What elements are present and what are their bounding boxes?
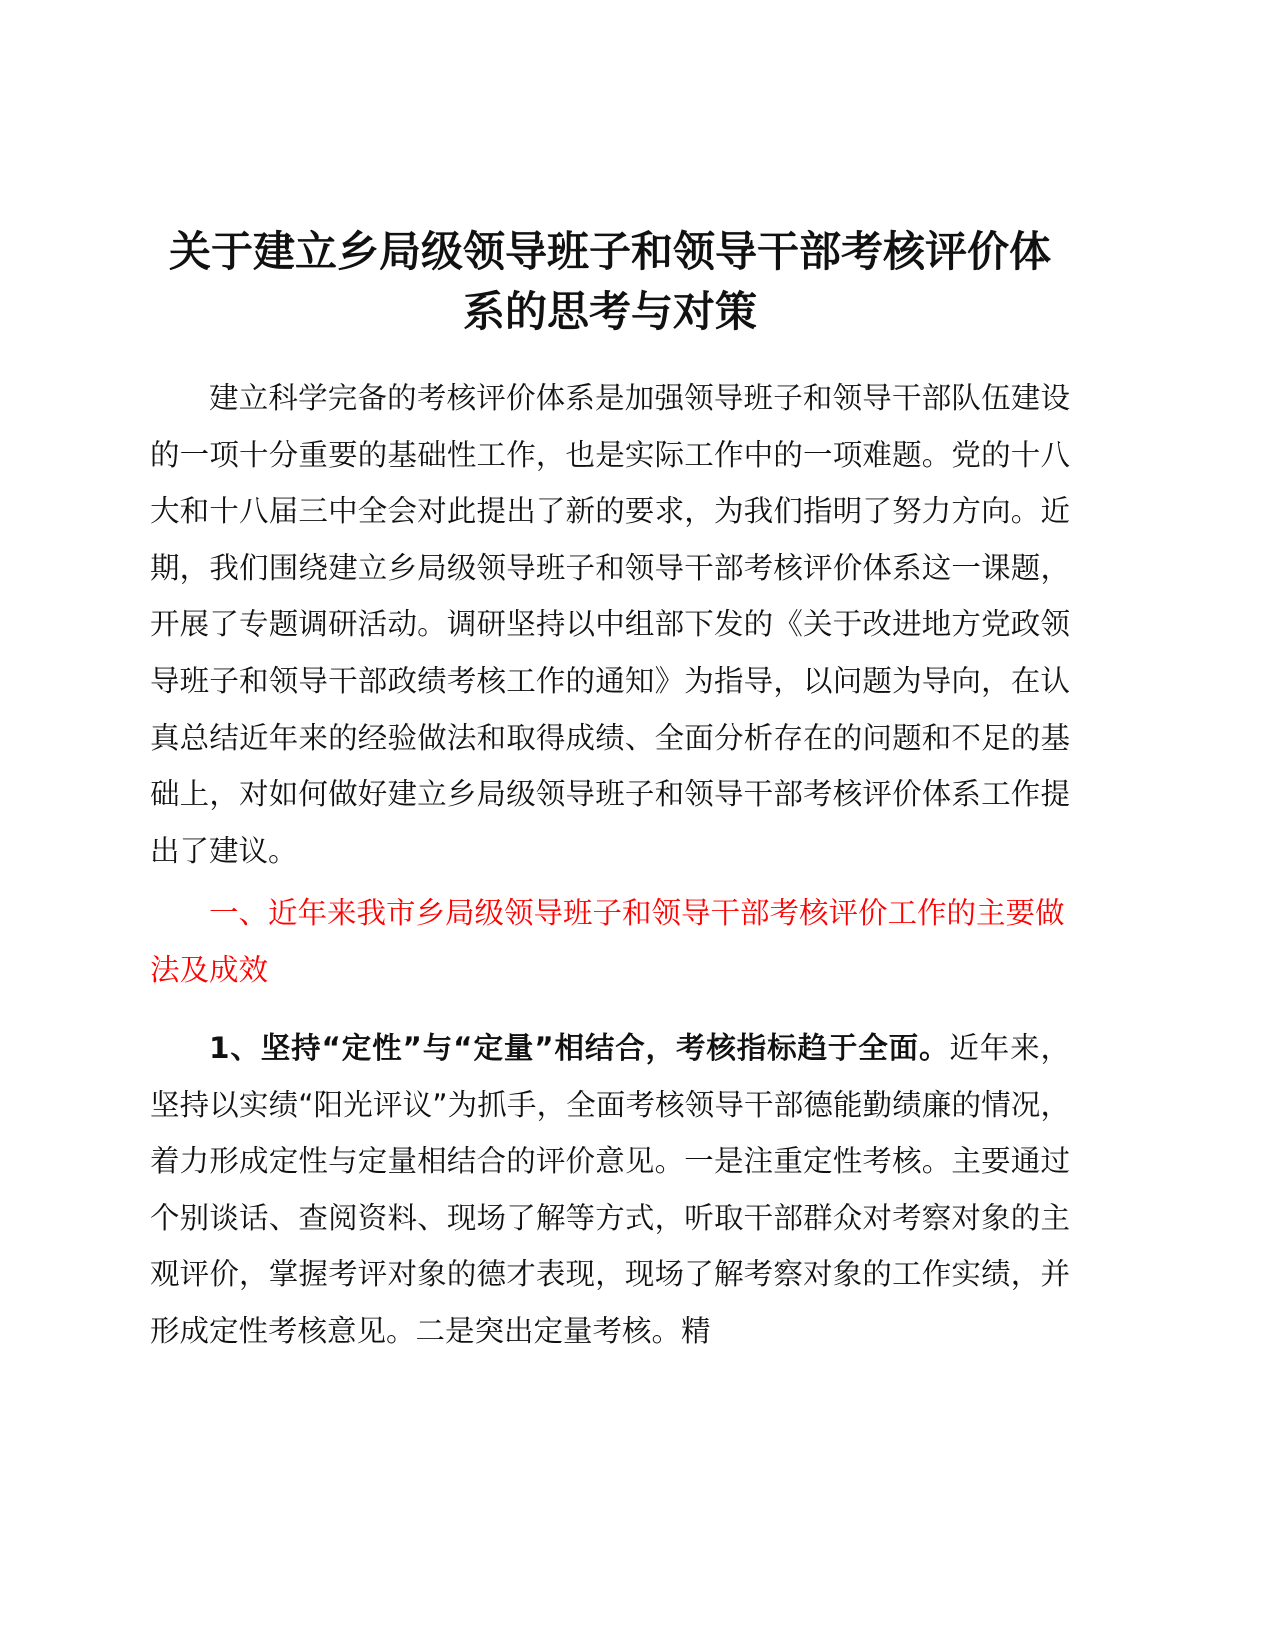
item1-paragraph xyxy=(150,1020,1070,1360)
document-title: 关于建立乡局级领导班子和领导干部考核评价体系的思考与对策 xyxy=(168,227,1051,336)
section-heading: 一、近年来我市乡局级领导班子和领导干部考核评价工作的主要做法及成效 xyxy=(150,896,1065,987)
item1-lead: 1、坚持“定性”与“定量”相结合，考核指标趋于全面。 xyxy=(209,1031,950,1065)
item1-text: 近年来，坚持以实绩“阳光评议”为抓手，全面考核领导干部德能勤绩廉的情况，着力形成定性与定量相结合的评价意见。一是注重定性考核。主要通过个别谈话、查阅资料、现场了解等方式，听取干部群众对考察对象的主观评价，掌握考评对象的德才表现，现场了解考察对象的工作实绩，并形成定性考核意见。二是突出定量考核。精 xyxy=(150,1031,1070,1348)
intro-paragraph: 建立科学完备的考核评价体系是加强领导班子和领导干部队伍建设的一项十分重要的基础性工作，也是实际工作中的一项难题。党的十八大和十八届三中全会对此提出了新的要求，为我们指明了努力方向。近期，我们围绕建立乡局级领导班子和领导干部考核评价体系这一课题，开展了专题调研活动。调研坚持以中组部下发的《关于改进地方党政领导班子和领导干部政绩考核工作的通知》为指导，以问题为导向，在认真总结近年来的经验做法和取得成绩、全面分析存在的问题和不足的基础上，对如何做好建立乡局级领导班子和领导干部考核评价体系工作提出了建议。 xyxy=(150,381,1070,868)
